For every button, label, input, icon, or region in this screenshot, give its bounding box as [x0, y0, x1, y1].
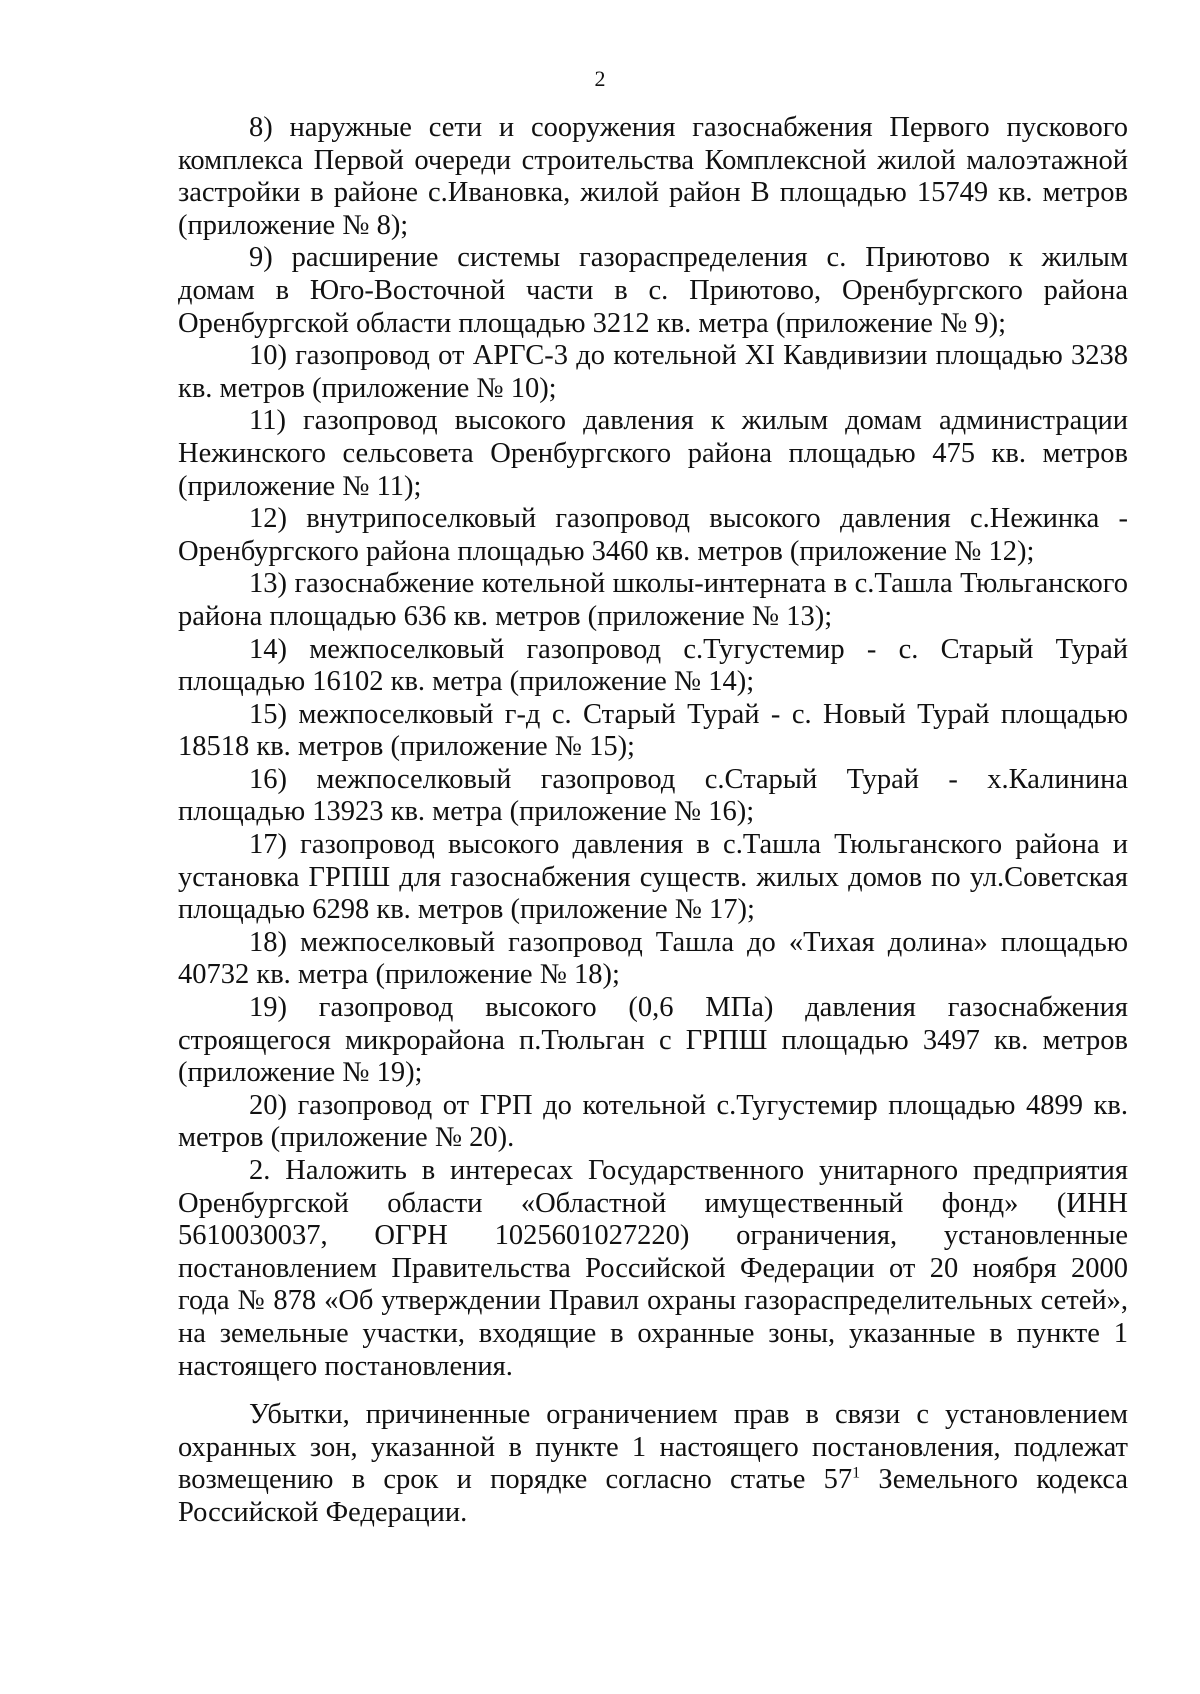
list-item: 14) межпоселковый газопровод с.Тугустемир - с. Старый Турай площадью 16102 кв. метра (приложение № 14);	[178, 633, 1128, 698]
list-item: 15) межпоселковый г-д с. Старый Турай - с. Новый Турай площадью 18518 кв. метров (приложение № 15);	[178, 698, 1128, 763]
article-superscript: 1	[852, 1464, 861, 1482]
losses-text: Убытки, причиненные ограничением прав в связи с установлением охранных зон, указанной в пункте 1 настоящего постановления, подлежат возмещению в срок и порядке согласно статье 57	[178, 1399, 1128, 1496]
page-number: 2	[594, 66, 606, 91]
list-item: 18) межпоселковый газопровод Ташла до «Тихая долина» площадью 40732 кв. метра (приложение № 18);	[178, 926, 1128, 991]
list-item: 17) газопровод высокого давления в с.Ташла Тюльганского района и установка ГРПШ для газоснабжения существ. жилых домов по ул.Советская площадью 6298 кв. метров (приложение № 17);	[178, 829, 1128, 926]
losses-text-end: Земельного кодекса Российской Федерации.	[178, 1464, 1128, 1528]
list-item: 16) межпоселковый газопровод с.Старый Турай - х.Калинина площадью 13923 кв. метра (приложение № 16);	[178, 763, 1128, 828]
list-item: 11) газопровод высокого давления к жилым домам администрации Нежинского сельсовета Оренбургского района площадью 475 кв. метров (приложение № 11);	[178, 405, 1128, 502]
point-2-paragraph: 2. Наложить в интересах Государственного унитарного предприятия Оренбургской области «Областной имущественный фонд» (ИНН 5610030037, ОГРН 1025601027220) ограничения, установленные постановлением Правительства Российской Федерации от 20 ноября 2000 года № 878 «Об утверждении Правил охраны газораспределительных сетей», на земельные участки, входящие в охранные зоны, указанные в пункте 1 настоящего постановления.	[178, 1155, 1128, 1382]
list-item: 19) газопровод высокого (0,6 МПа) давления газоснабжения строящегося микрорайона п.Тюльган с ГРПШ площадью 3497 кв. метров (приложение № 19);	[178, 992, 1128, 1089]
list-item: 9) расширение системы газораспределения с. Приютово к жилым домам в Юго-Восточной части в с. Приютово, Оренбургского района Оренбургской области площадью 3212 кв. метра (приложение № 9);	[178, 242, 1128, 339]
losses-paragraph	[178, 1399, 1128, 1529]
list-item: 20) газопровод от ГРП до котельной с.Тугустемир площадью 4899 кв. метров (приложение № 20).	[178, 1089, 1128, 1154]
document-body	[178, 112, 1128, 1530]
list-item: 8) наружные сети и сооружения газоснабжения Первого пускового комплекса Первой очереди строительства Комплексной жилой малоэтажной застройки в районе с.Ивановка, жилой район В площадью 15749 кв. метров (приложение № 8);	[178, 112, 1128, 241]
list-item: 13) газоснабжение котельной школы-интерната в с.Ташла Тюльганского района площадью 636 кв. метров (приложение № 13);	[178, 568, 1128, 632]
list-item: 12) внутрипоселковый газопровод высокого давления с.Нежинка - Оренбургского района площадью 3460 кв. метров (приложение № 12);	[178, 503, 1128, 567]
list-item: 10) газопровод от АРГС-3 до котельной XI Кавдивизии площадью 3238 кв. метров (приложение № 10);	[178, 340, 1128, 404]
